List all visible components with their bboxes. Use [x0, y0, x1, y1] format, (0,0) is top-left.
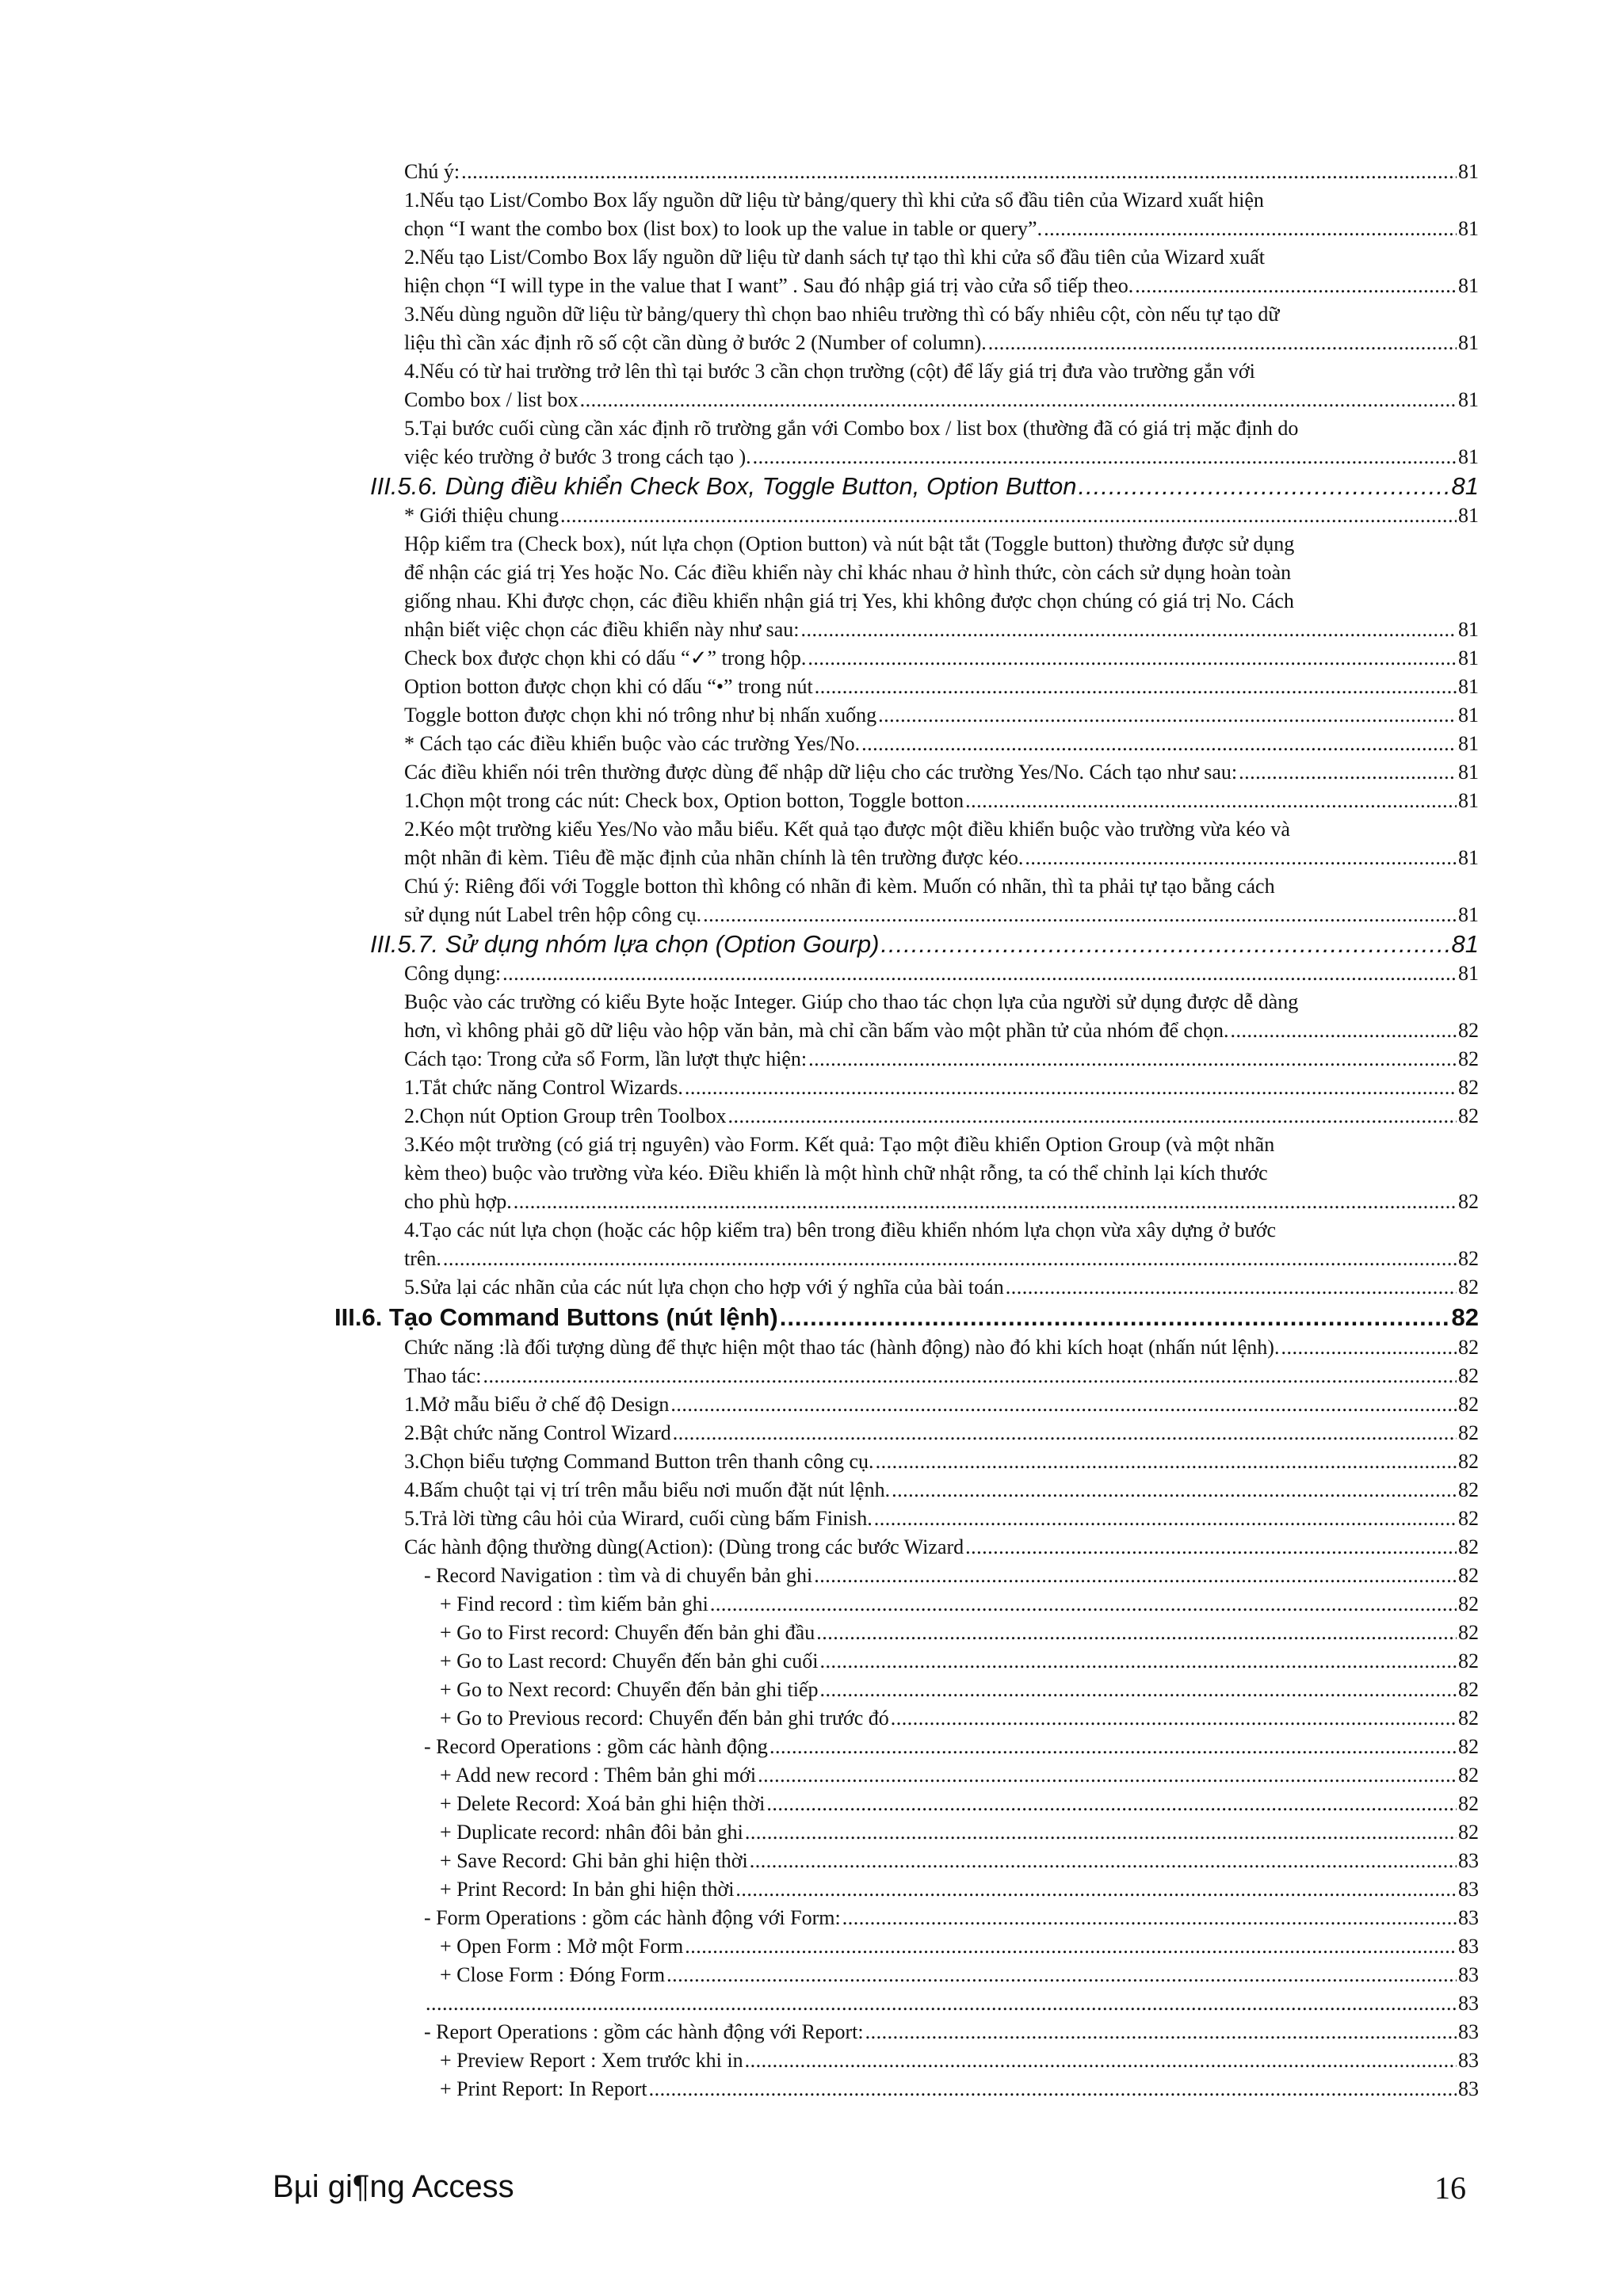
toc-entry-title: + Close Form : Đóng Form [440, 1963, 666, 1986]
toc-entry[interactable] [0, 1590, 1479, 1619]
dot-leader [685, 1932, 1457, 1961]
toc-page-number: 82 [1458, 1707, 1479, 1730]
toc-entry[interactable] [0, 2046, 1479, 2075]
dot-leader [502, 959, 1457, 988]
toc-entry-title: + Preview Report : Xem trước khi in [440, 2049, 743, 2072]
toc-page-number: 82 [1458, 1047, 1479, 1070]
toc-page-number: 81 [1458, 846, 1479, 869]
toc-entry[interactable] [0, 616, 1479, 644]
toc-entry-title: Check box được chọn khi có dấu “✓” trong hộp. [404, 646, 807, 669]
toc-page-number: 81 [1451, 930, 1479, 958]
toc-entry-text-line: 5.Tại bước cuối cùng cần xác định rõ trường gắn với Combo box / list box (thường đã có giá trị mặc định do [404, 417, 1299, 440]
dot-leader [735, 1875, 1457, 1904]
toc-entry-title: nhận biết việc chọn các điều khiển này như sau: [404, 618, 800, 641]
toc-entry-title: Chức năng :là đối tượng dùng để thực hiện một thao tác (hành động) nào đó khi kích hoạt (nhấn nút lệnh). [404, 1336, 1280, 1359]
dot-leader [880, 931, 1449, 959]
dot-leader [988, 329, 1457, 357]
toc-entry[interactable] [0, 730, 1479, 758]
toc-entry[interactable] [0, 158, 1479, 186]
toc-entry-title: hiện chọn “I will type in the value that I want” . Sau đó nhập giá trị vào cửa sổ tiếp theo. [404, 274, 1134, 297]
toc-entry[interactable] [0, 502, 1479, 530]
toc-entry-text-line: 4.Nếu có từ hai trường trở lên thì tại bước 3 cần chọn trường (cột) để lấy giá trị đưa vào trường gắn với [404, 360, 1255, 383]
toc-page-number: 83 [1458, 2077, 1479, 2100]
toc-entry[interactable] [0, 701, 1479, 730]
toc-page-number: 82 [1458, 1735, 1479, 1758]
toc-entry-text-line: 2.Nếu tạo List/Combo Box lấy nguồn dữ liệu từ danh sách tự tạo thì khi cửa sổ đầu tiên của Wizard xuất [404, 246, 1265, 269]
toc-page-number: 81 [1458, 274, 1479, 297]
toc-page-number: 82 [1458, 1678, 1479, 1701]
footer-title: Bµi gi¶ng Access [273, 2169, 514, 2204]
toc-entry[interactable] [0, 443, 1479, 471]
dot-leader [560, 502, 1457, 530]
toc-page-number: 81 [1458, 331, 1479, 354]
toc-page-number: 81 [1458, 761, 1479, 784]
toc-entry-text-line: giống nhau. Khi được chọn, các điều khiển nhận giá trị Yes, khi không được chọn chúng có giá trị No. Cách [404, 589, 1294, 612]
toc-entry[interactable] [0, 215, 1479, 243]
dot-leader [814, 1562, 1457, 1590]
toc-entry-title: liệu thì cần xác định rõ số cột cần dùng ở bước 2 (Number of column). [404, 331, 987, 354]
toc-entry-title: + Duplicate record: nhân đôi bản ghi [440, 1821, 743, 1844]
toc-page-number: 81 [1458, 646, 1479, 669]
toc-entry-title: việc kéo trường ở bước 3 trong cách tạo ). [404, 445, 751, 468]
toc-page-number: 82 [1458, 1336, 1479, 1359]
toc-entry-title: 1.Mở mẫu biểu ở chế độ Design [404, 1393, 670, 1416]
toc-entry[interactable] [0, 1875, 1479, 1904]
dot-leader [801, 616, 1457, 644]
toc-entry[interactable] [0, 1505, 1479, 1533]
dot-leader [861, 730, 1457, 758]
toc-entry-title: + Open Form : Mở một Form [440, 1935, 684, 1958]
dot-leader [780, 1305, 1450, 1333]
toc-entry-title: trên. [404, 1247, 441, 1270]
toc-entry-title: + Print Report: In Report [440, 2077, 647, 2100]
toc-entry-title: III.5.7. Sử dụng nhóm lựa chọn (Option Gourp) [370, 930, 880, 958]
toc-entry[interactable] [0, 1704, 1479, 1733]
dot-leader [703, 901, 1457, 929]
toc-entry-title: Các hành động thường dùng(Action): (Dùng trong các bước Wizard [404, 1535, 964, 1558]
toc-page-number: 83 [1458, 1878, 1479, 1901]
toc-entry[interactable] [0, 1102, 1479, 1131]
toc-entry-title: + Delete Record: Xoá bản ghi hiện thời [440, 1792, 766, 1815]
toc-page-number: 82 [1458, 1019, 1479, 1042]
toc-page-number: 82 [1458, 1190, 1479, 1213]
dot-leader [666, 1961, 1457, 1989]
toc-entry[interactable] [0, 329, 1479, 357]
toc-entry-title: Các điều khiển nói trên thường được dùng để nhập dữ liệu cho các trường Yes/No. Cách tạo như sau: [404, 761, 1238, 784]
toc-page-number: 82 [1458, 1821, 1479, 1844]
dot-leader [1006, 1273, 1457, 1302]
toc-page-number: 82 [1458, 1564, 1479, 1587]
toc-entry-title: + Print Record: In bản ghi hiện thời [440, 1878, 735, 1901]
toc-entry-title: - Record Operations : gồm các hành động [424, 1735, 768, 1758]
toc-entry[interactable] [0, 1904, 1479, 1932]
toc-entry-text-line: Hộp kiểm tra (Check box), nút lựa chọn (Option button) và nút bật tắt (Toggle button) thường được sử dụng [404, 532, 1295, 555]
page-footer [0, 2169, 1623, 2209]
toc-page-number: 82 [1458, 1276, 1479, 1299]
dot-leader [745, 2046, 1457, 2075]
dot-leader [1044, 215, 1457, 243]
toc-entry-title: sử dụng nút Label trên hộp công cụ. [404, 903, 702, 926]
toc-page-number: 81 [1458, 504, 1479, 527]
toc-page-number: 83 [1458, 1992, 1479, 2015]
toc-entry-text-line: Buộc vào các trường có kiểu Byte hoặc Integer. Giúp cho thao tác chọn lựa của người sử dụng được dễ dàng [404, 990, 1299, 1013]
toc-page-number: 81 [1458, 732, 1479, 755]
dot-leader [750, 1847, 1457, 1875]
dot-leader [892, 1476, 1457, 1505]
toc-entry[interactable] [0, 1074, 1479, 1102]
toc-entry[interactable] [0, 1790, 1479, 1818]
toc-entry[interactable] [0, 1419, 1479, 1447]
toc-page-number: 83 [1458, 1906, 1479, 1929]
toc-page-number: 82 [1458, 1592, 1479, 1615]
toc-entry[interactable] [0, 1476, 1479, 1505]
toc-entry[interactable] [0, 1989, 1479, 2018]
toc-page-number: 83 [1458, 2049, 1479, 2072]
toc-entry[interactable] [0, 901, 1479, 929]
table-of-contents [0, 158, 1623, 2103]
toc-entry-text-line: Chú ý: Riêng đối với Toggle botton thì không có nhãn đi kèm. Muốn có nhãn, thì ta phải tự tạo bằng cách [404, 875, 1275, 898]
toc-entry[interactable] [0, 1273, 1479, 1302]
dot-leader [1239, 758, 1457, 787]
toc-entry-title: Cách tạo: Trong cửa sổ Form, lần lượt thực hiện: [404, 1047, 808, 1070]
toc-entry-title: Combo box / list box [404, 388, 579, 411]
toc-entry[interactable] [0, 272, 1479, 300]
toc-entry[interactable] [0, 1761, 1479, 1790]
toc-page-number: 82 [1458, 1650, 1479, 1672]
toc-entry-title: - Report Operations : gồm các hành động với Report: [424, 2020, 864, 2043]
dot-leader [483, 1362, 1457, 1390]
dot-leader [710, 1590, 1457, 1619]
toc-entry-text-line: 1.Nếu tạo List/Combo Box lấy nguồn dữ liệu từ bảng/query thì khi cửa sổ đầu tiên của Wizard xuất hiện [404, 189, 1264, 212]
dot-leader [965, 1533, 1457, 1562]
toc-entry[interactable] [0, 1245, 1479, 1273]
toc-page-number: 81 [1451, 472, 1479, 500]
toc-entry[interactable] [0, 1818, 1479, 1847]
toc-entry-title: 1.Tắt chức năng Control Wizards. [404, 1076, 683, 1099]
dot-leader [670, 1390, 1457, 1419]
dot-leader [514, 1188, 1457, 1216]
toc-entry-title: 5.Trả lời từng câu hỏi của Wirard, cuối cùng bấm Finish. [404, 1507, 873, 1530]
toc-entry[interactable] [0, 386, 1479, 414]
dot-leader [580, 386, 1457, 414]
toc-entry[interactable] [0, 1647, 1479, 1676]
dot-leader [649, 2075, 1457, 2103]
toc-entry-title: + Go to Previous record: Chuyển đến bản ghi trước đó [440, 1707, 889, 1730]
toc-entry[interactable] [0, 1447, 1479, 1476]
toc-entry-title: + Find record : tìm kiếm bản ghi [440, 1592, 708, 1615]
toc-entry-title: 2.Bật chức năng Control Wizard [404, 1421, 671, 1444]
toc-entry-title: * Cách tạo các điều khiển buộc vào các trường Yes/No. [404, 732, 861, 755]
toc-entry[interactable] [0, 758, 1479, 787]
toc-heading-main[interactable] [0, 1302, 1479, 1333]
dot-leader [1079, 473, 1450, 502]
toc-page-number: 82 [1458, 1247, 1479, 1270]
dot-leader [874, 1505, 1457, 1533]
toc-page-number: 81 [1458, 388, 1479, 411]
toc-entry[interactable] [0, 1676, 1479, 1704]
toc-entry[interactable] [0, 2018, 1479, 2046]
toc-entry-text-line: để nhận các giá trị Yes hoặc No. Các điều khiển này chỉ khác nhau ở hình thức, còn cách sử dụng hoàn toàn [404, 561, 1292, 584]
dot-leader [753, 443, 1457, 471]
toc-entry-text-line: 2.Kéo một trường kiểu Yes/No vào mẫu biểu. Kết quả tạo được một điều khiển buộc vào trường vừa kéo và [404, 818, 1290, 841]
dot-leader [1231, 1016, 1457, 1045]
toc-page-number: 81 [1458, 618, 1479, 641]
toc-entry-title: Option botton được chọn khi có dấu “•” trong nút [404, 675, 813, 698]
toc-entry-title: 3.Chọn biểu tượng Command Button trên thanh công cụ. [404, 1450, 874, 1473]
toc-page-number: 82 [1458, 1507, 1479, 1530]
toc-entry[interactable] [0, 1188, 1479, 1216]
toc-entry[interactable] [0, 1961, 1479, 1989]
dot-leader [820, 1676, 1457, 1704]
toc-entry[interactable] [0, 1733, 1479, 1761]
dot-leader [766, 1790, 1457, 1818]
toc-page-number: 81 [1458, 903, 1479, 926]
toc-entry-title: 5.Sửa lại các nhãn của các nút lựa chọn cho hợp với ý nghĩa của bài toán [404, 1276, 1004, 1299]
toc-entry[interactable] [0, 1333, 1479, 1362]
dot-leader [878, 701, 1457, 730]
toc-entry-title: + Go to Next record: Chuyển đến bản ghi tiếp [440, 1678, 819, 1701]
toc-page-number: 82 [1458, 1393, 1479, 1416]
toc-entry[interactable] [0, 2075, 1479, 2103]
toc-entry-title: một nhãn đi kèm. Tiêu đề mặc định của nhãn chính là tên trường được kéo. [404, 846, 1024, 869]
toc-page-number: 81 [1458, 962, 1479, 985]
toc-entry[interactable] [0, 1016, 1479, 1045]
toc-entry[interactable] [0, 1390, 1479, 1419]
dot-leader [769, 1733, 1457, 1761]
toc-entry[interactable] [0, 1847, 1479, 1875]
dot-leader [820, 1647, 1457, 1676]
toc-page-number: 82 [1451, 1303, 1479, 1331]
dot-leader [808, 1045, 1457, 1074]
toc-page-number: 81 [1458, 160, 1479, 183]
dot-leader [965, 787, 1457, 815]
toc-page-number: 83 [1458, 1935, 1479, 1958]
dot-leader [1135, 272, 1457, 300]
toc-entry-title: Công dụng: [404, 962, 502, 985]
toc-page-number: 81 [1458, 789, 1479, 812]
toc-entry-title: Toggle botton được chọn khi nó trông như bị nhấn xuống [404, 704, 877, 727]
toc-entry-title: hơn, vì không phải gõ dữ liệu vào hộp văn bản, mà chỉ cần bấm vào một phần tử của nhóm để chọn. [404, 1019, 1229, 1042]
toc-page-number: 83 [1458, 2020, 1479, 2043]
toc-page-number: 82 [1458, 1478, 1479, 1501]
toc-entry-title: Chú ý: [404, 160, 460, 183]
toc-entry[interactable] [0, 644, 1479, 673]
dot-leader [865, 2018, 1457, 2046]
toc-entry-text-line: 3.Nếu dùng nguồn dữ liệu từ bảng/query thì chọn bao nhiêu trường thì có bấy nhiêu cột, còn nếu tự tạo dữ [404, 303, 1280, 326]
toc-heading-sub[interactable] [0, 471, 1479, 502]
dot-leader [727, 1102, 1457, 1131]
dot-leader [758, 1761, 1457, 1790]
dot-leader [673, 1419, 1457, 1447]
dot-leader [842, 1904, 1457, 1932]
dot-leader [891, 1704, 1457, 1733]
toc-page-number: 82 [1458, 1621, 1479, 1644]
toc-entry-title: - Record Navigation : tìm và di chuyển bản ghi [424, 1564, 813, 1587]
toc-entry-title: - Form Operations : gồm các hành động với Form: [424, 1906, 841, 1929]
toc-entry-title: chọn “I want the combo box (list box) to look up the value in table or query”. [404, 217, 1043, 240]
dot-leader [426, 1989, 1457, 2018]
toc-page-number: 82 [1458, 1421, 1479, 1444]
toc-entry[interactable] [0, 1932, 1479, 1961]
toc-entry-title: * Giới thiệu chung [404, 504, 559, 527]
toc-entry[interactable] [0, 1362, 1479, 1390]
toc-entry[interactable] [0, 1562, 1479, 1590]
toc-entry[interactable] [0, 673, 1479, 701]
toc-page-number: 81 [1458, 217, 1479, 240]
dot-leader [685, 1074, 1457, 1102]
dot-leader [815, 673, 1457, 701]
footer-page-number: 16 [1434, 2170, 1466, 2206]
toc-page-number: 82 [1458, 1535, 1479, 1558]
toc-page-number: 83 [1458, 1963, 1479, 1986]
dot-leader [461, 158, 1457, 186]
dot-leader [808, 644, 1457, 673]
toc-entry-title: III.5.6. Dùng điều khiển Check Box, Toggle Button, Option Button [370, 472, 1077, 500]
toc-entry-title: III.6. Tạo Command Buttons (nút lệnh) [334, 1303, 778, 1331]
toc-entry-title: + Go to First record: Chuyển đến bản ghi đầu [440, 1621, 815, 1644]
toc-entry-text-line: 4.Tạo các nút lựa chọn (hoặc các hộp kiểm tra) bên trong điều khiển nhóm lựa chọn vừa xây dựng ở bước [404, 1219, 1277, 1241]
toc-entry-title: + Save Record: Ghi bản ghi hiện thời [440, 1849, 748, 1872]
toc-entry-title: cho phù hợp. [404, 1190, 512, 1213]
toc-page-number: 81 [1458, 675, 1479, 698]
toc-page-number: 81 [1458, 445, 1479, 468]
toc-page-number: 82 [1458, 1076, 1479, 1099]
dot-leader [745, 1818, 1457, 1847]
toc-entry-title: 4.Bấm chuột tại vị trí trên mẫu biểu nơi muốn đặt nút lệnh. [404, 1478, 891, 1501]
toc-entry[interactable] [0, 1045, 1479, 1074]
toc-entry-title: + Go to Last record: Chuyển đến bản ghi cuối [440, 1650, 819, 1672]
dot-leader [443, 1245, 1457, 1273]
dot-leader [1281, 1333, 1457, 1362]
toc-page-number: 82 [1458, 1364, 1479, 1387]
dot-leader [1025, 844, 1457, 872]
toc-entry[interactable] [0, 1533, 1479, 1562]
toc-entry-text-line: 3.Kéo một trường (có giá trị nguyên) vào Form. Kết quả: Tạo một điều khiển Option Group (và một nhãn [404, 1133, 1275, 1156]
dot-leader [876, 1447, 1457, 1476]
toc-page-number: 82 [1458, 1792, 1479, 1815]
toc-entry[interactable] [0, 787, 1479, 815]
toc-page-number: 82 [1458, 1450, 1479, 1473]
toc-entry[interactable] [0, 959, 1479, 988]
toc-page-number: 82 [1458, 1104, 1479, 1127]
toc-entry[interactable] [0, 844, 1479, 872]
toc-heading-sub[interactable] [0, 929, 1479, 959]
toc-page-number: 82 [1458, 1764, 1479, 1787]
toc-entry-title: + Add new record : Thêm bản ghi mới [440, 1764, 757, 1787]
toc-page-number: 83 [1458, 1849, 1479, 1872]
toc-entry-title: 1.Chọn một trong các nút: Check box, Option botton, Toggle botton [404, 789, 964, 812]
toc-entry-title: Thao tác: [404, 1364, 482, 1387]
toc-entry-text-line: kèm theo) buộc vào trường vừa kéo. Điều khiển là một hình chữ nhật rỗng, ta có thể chỉnh lại kích thước [404, 1161, 1268, 1184]
toc-entry-title: 2.Chọn nút Option Group trên Toolbox [404, 1104, 727, 1127]
dot-leader [816, 1619, 1457, 1647]
toc-entry[interactable] [0, 1619, 1479, 1647]
toc-page-number: 81 [1458, 704, 1479, 727]
